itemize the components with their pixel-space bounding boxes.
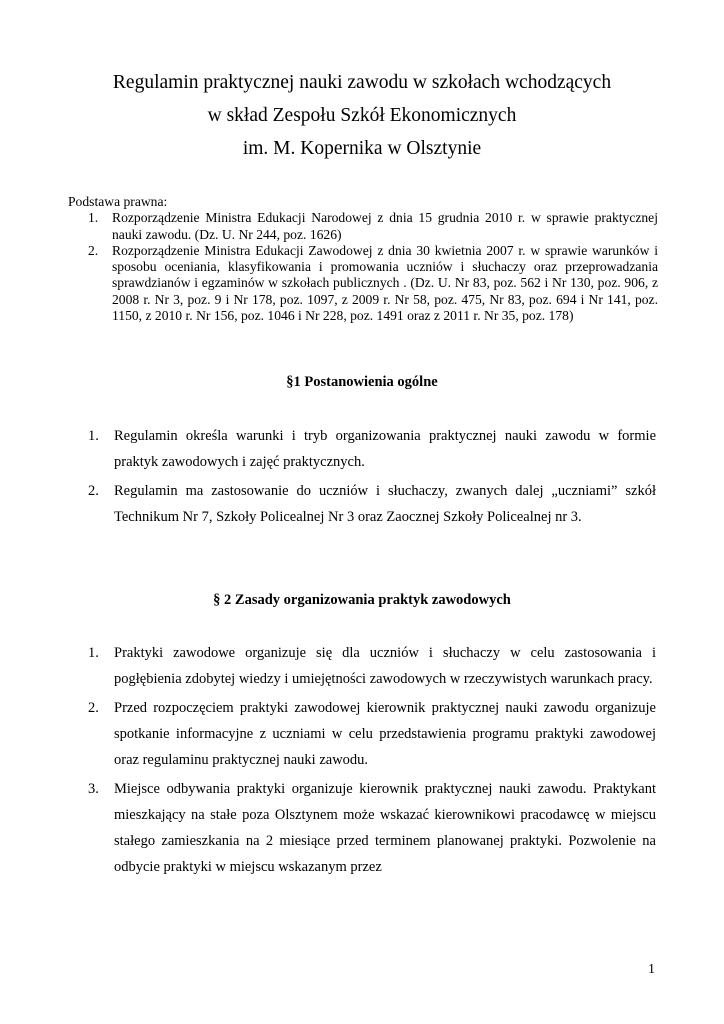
item-number: 2. <box>88 242 99 258</box>
item-text: Miejsce odbywania praktyki organizuje kierownik praktycznej nauki zawodu. Praktykant mieszkający na stałe poza Olsztynem może wskazać kierownikowi pracodawcę w miejscu stałego zamieszkania na 2 miesiące przed terminem planowanej praktyki. Pozwolenie na odbycie praktyki w miejscu wskazanym przez <box>114 781 656 875</box>
legal-basis <box>68 194 658 324</box>
item-text: Przed rozpoczęciem praktyki zawodowej kierownik praktycznej nauki zawodu organizuje spotkanie informacyjne z uczniami w celu przedstawienia programu praktyki zawodowej oraz regulaminu praktycznej nauki zawodu. <box>114 700 656 768</box>
legal-basis-heading: Podstawa prawna: <box>68 194 168 209</box>
item-number: 3. <box>88 781 99 797</box>
item-text: Regulamin określa warunki i tryb organizowania praktycznej nauki zawodu w formie praktyk zawodowych i zajęć praktycznych. <box>114 428 656 470</box>
item-number: 1. <box>88 645 99 661</box>
list-item <box>88 478 656 530</box>
list-item <box>88 695 656 773</box>
list-item <box>88 776 656 880</box>
item-text: Rozporządzenie Ministra Edukacji Narodowej z dnia 15 grudnia 2010 r. w sprawie praktycznej nauki zawodu. (Dz. U. Nr 244, poz. 1626) <box>112 210 658 242</box>
page-number: 1 <box>648 962 655 977</box>
legal-basis-list <box>68 210 658 324</box>
item-number: 1. <box>88 210 99 226</box>
document-title <box>60 66 664 165</box>
item-text: Regulamin ma zastosowanie do uczniów i słuchaczy, zwanych dalej „uczniami” szkół Technikum Nr 7, Szkoły Policealnej Nr 3 oraz Zaocznej Szkoły Policealnej nr 3. <box>114 483 656 525</box>
item-number: 1. <box>88 428 99 444</box>
list-item <box>88 423 656 475</box>
section-2-heading: § 2 Zasady organizowania praktyk zawodowych <box>213 592 511 608</box>
item-number: 2. <box>88 483 99 499</box>
title-line-3: im. M. Kopernika w Olsztynie <box>242 138 482 159</box>
list-item <box>88 640 656 692</box>
legal-basis-item <box>68 243 658 324</box>
item-number: 2. <box>88 700 99 716</box>
item-text: Praktyki zawodowe organizuje się dla uczniów i słuchaczy w celu zastosowania i pogłębienia zdobytej wiedzy i umiejętności zawodowych w rzeczywistych warunkach pracy. <box>114 645 656 687</box>
section-1-list <box>88 423 656 533</box>
title-line-1: Regulamin praktycznej nauki zawodu w szkołach wchodzących <box>112 72 612 93</box>
title-line-2: w skład Zespołu Szkół Ekonomicznych <box>207 105 517 126</box>
section-2-list <box>88 640 656 883</box>
legal-basis-item <box>68 210 658 243</box>
section-1-heading: §1 Postanowienia ogólne <box>286 374 438 390</box>
item-text: Rozporządzenie Ministra Edukacji Zawodowej z dnia 30 kwietnia 2007 r. w sprawie warunków i sposobu oceniania, klasyfikowania i promowania uczniów i słuchaczy oraz przeprowadzania sprawdzianów i egzaminów w szkołach publicznych . (Dz. U. Nr 83, poz. 562 i Nr 130, poz. 906, z 2008 r. Nr 3, poz. 9 i Nr 178, poz. 1097, z 2009 r. Nr 58, poz. 475, Nr 83, poz. 694 i Nr 141, poz. 1150, z 2010 r. Nr 156, poz. 1046 i Nr 228, poz. 1491 oraz z 2011 r. Nr 35, poz. 178) <box>112 242 658 324</box>
